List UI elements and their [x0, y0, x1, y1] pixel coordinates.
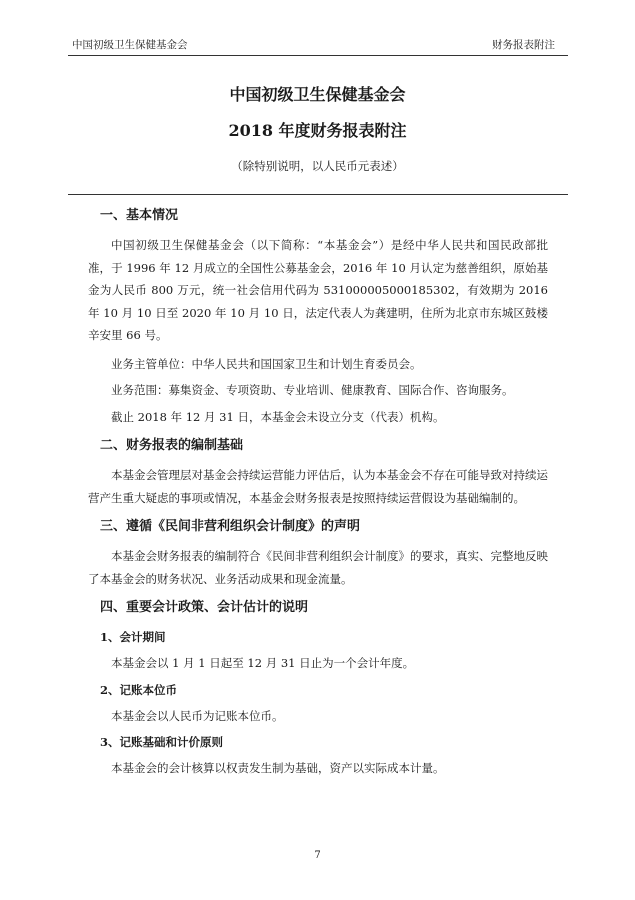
section-heading-preparation-basis: 二、财务报表的编制基础 [100, 438, 244, 453]
page-number: 7 [314, 850, 321, 861]
paragraph-supervising-unit: 业务主管单位：中华人民共和国国家卫生和计划生育委员会。 [111, 356, 422, 371]
document-title: 中国初级卫生保健基金会 [229, 85, 406, 104]
paragraph-business-scope: 业务范围：募集资金、专项资助、专业培训、健康教育、国际合作、咨询服务。 [111, 383, 514, 397]
section-heading-accounting-policies: 四、重要会计政策、会计估计的说明 [100, 600, 309, 615]
subheading-accounting-basis: 3、记账基础和计价原则 [100, 735, 224, 749]
paragraph-compliance: 本基金会财务报表的编制符合《民间非营利组织会计制度》的要求，真实、完整地反映了本基金会的财务状况、业务活动成果和现金流量。 [88, 549, 548, 586]
paragraph-accounting-basis: 本基金会的会计核算以权责发生制为基础，资产以实际成本计量。 [111, 761, 445, 775]
subheading-accounting-period: 1、会计期间 [100, 630, 166, 644]
paragraph-branches: 截止 2018 年 12 月 31 日，本基金会未设立分支（代表）机构。 [111, 409, 445, 424]
section-heading-basic-info: 一、基本情况 [100, 208, 179, 223]
header-section-name: 财务报表附注 [492, 39, 555, 51]
subheading-functional-currency: 2、记账本位币 [100, 682, 178, 697]
paragraph-basic-info: 中国初级卫生保健基金会（以下简称：“本基金会”）是经中华人民共和国民政部批准，于 1996 年 12 月成立的全国性公募基金会，2016 年 10 月认定为慈善组织，原始基金为人民币 800 万元，统一社会信用代码为 53100000500018530​2，有效期为 2016 年 10 月 10 日至 2020 年 10 月 10 日，法定代表人为龚建明，住所为北京市东城区鼓楼辛安里 66 号。 [88, 238, 548, 342]
paragraph-functional-currency: 本基金会以人民币为记账本位币。 [111, 708, 284, 723]
document-body [88, 204, 548, 784]
header-org-name: 中国初级卫生保健基金会 [72, 39, 188, 51]
title-rule [68, 194, 568, 195]
paragraph-accounting-period: 本基金会以 1 月 1 日起至 12 月 31 日止为一个会计年度。 [111, 656, 415, 670]
document-subtitle-year: 2018 年度财务报表附注 [228, 121, 407, 140]
header-rule [68, 55, 568, 56]
currency-note: （除特别说明，以人民币元表述） [231, 159, 404, 173]
paragraph-preparation-basis: 本基金会管理层对基金会持续运营能力评估后，认为本基金会不存在可能导致对持续运营产生重大疑虑的事项或情况，本基金会财务报表是按照持续运营假设为基础编制的。 [88, 468, 548, 505]
section-heading-compliance: 三、遵循《民间非营利组织会计制度》的声明 [100, 519, 361, 534]
